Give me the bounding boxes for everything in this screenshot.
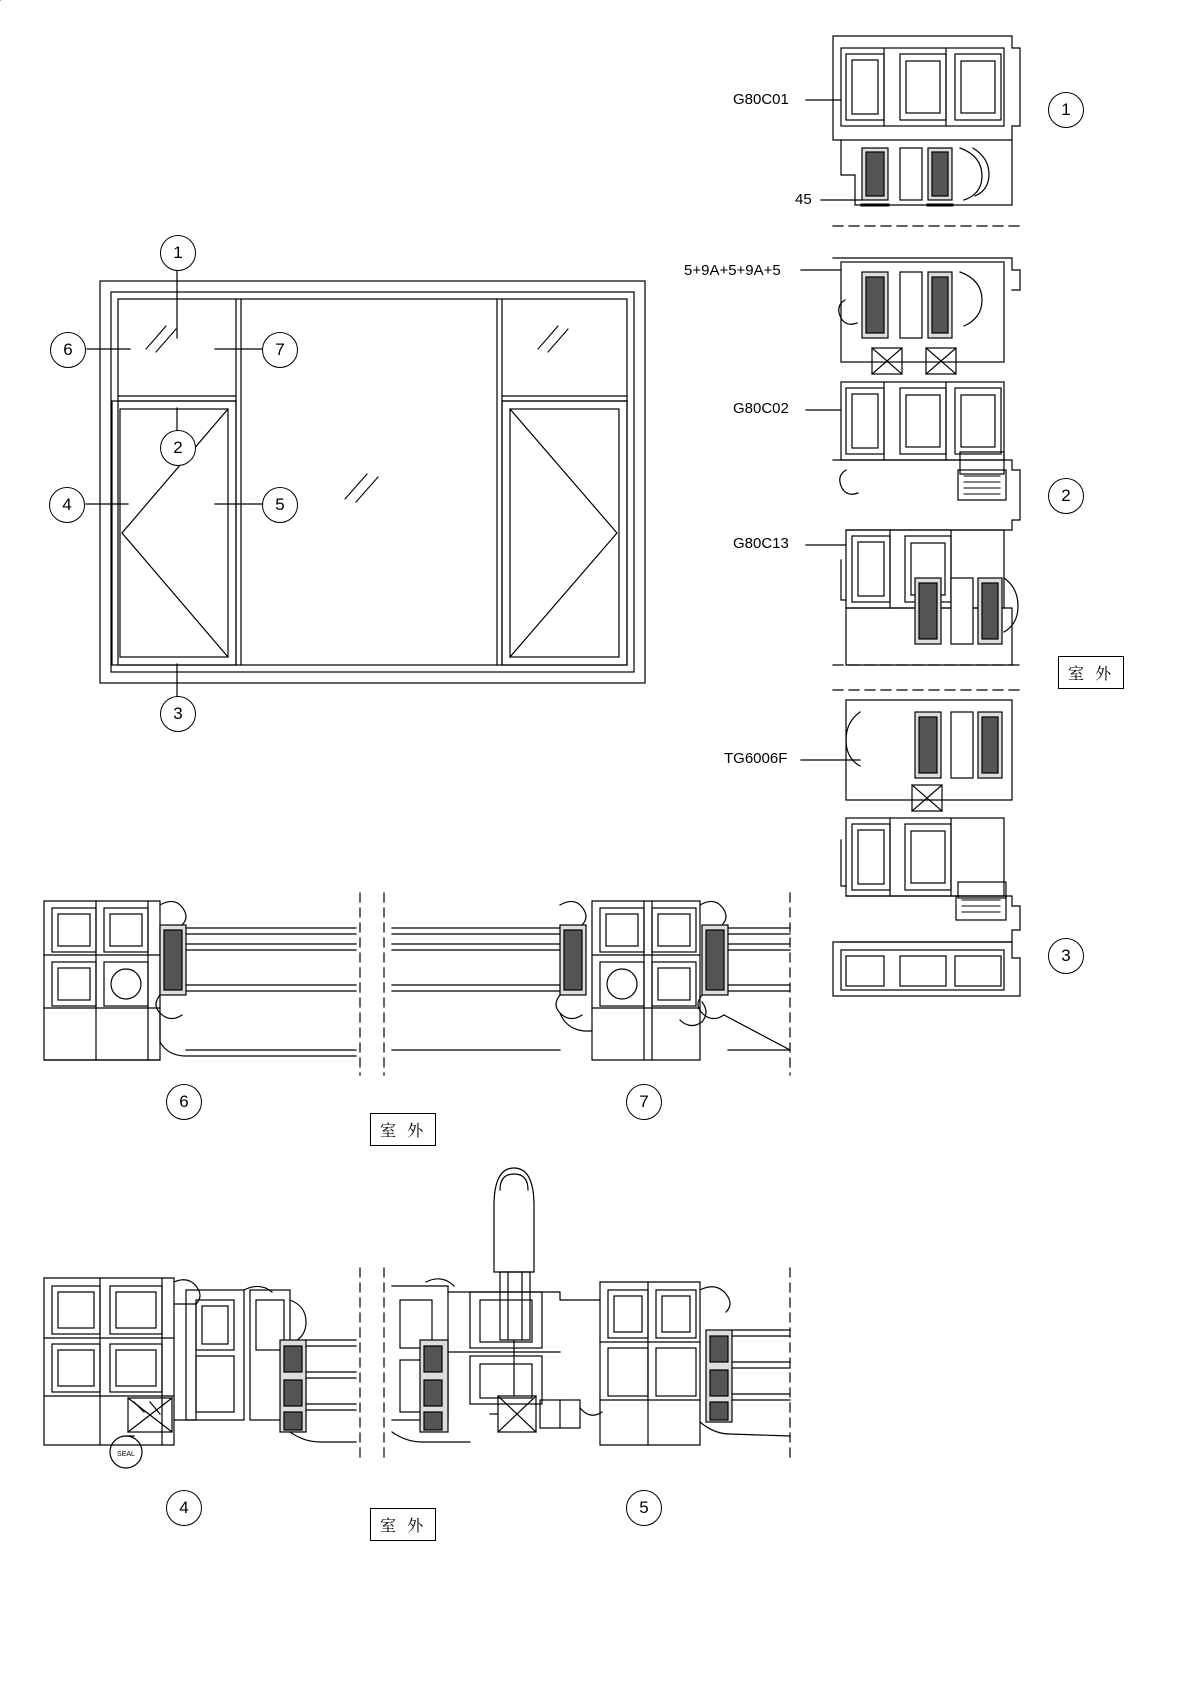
outdoor-tag-right: 室 外 [1058,656,1124,689]
section-detail-1 [0,0,1020,226]
label-glazing-makeup: 5+9A+5+9A+5 [684,262,781,279]
callout-3-section-label: 3 [1061,946,1071,965]
section-detail-6 [44,893,360,1075]
callout-4-elevation-label: 4 [62,495,72,514]
callout-1-elevation-label: 1 [173,243,183,262]
hardware-detail-4 [110,1398,172,1468]
label-g80c01: G80C01 [733,91,789,108]
svg-text:SEAL: SEAL [117,1451,135,1458]
middle-sections [44,893,790,1075]
section-detail-3 [801,690,1020,996]
callout-6-section-label: 6 [179,1092,189,1111]
label-tg6006f: TG6006F [724,750,788,767]
callout-6-elevation-label: 6 [63,340,73,359]
callout-2-elevation-label: 2 [173,438,183,457]
callout-4-section-label: 4 [179,1498,189,1517]
lock-mechanism-5 [490,1340,580,1432]
callout-4-section [166,1490,202,1526]
callout-3-elevation [160,696,196,732]
label-g80c02: G80C02 [733,400,789,417]
section-detail-2 [801,258,1020,665]
callout-5-section-label: 5 [639,1498,649,1517]
section-detail-7 [384,893,790,1075]
bottom-sections [44,1168,790,1468]
elevation-drawing [86,271,645,698]
label-g80c13: G80C13 [733,535,789,552]
callout-6-section [166,1084,202,1120]
outdoor-tag-bottom: 室 外 [370,1508,436,1541]
callout-2-section [1048,478,1084,514]
callout-3-elevation-label: 3 [173,704,183,723]
label-dim-45: 45 [795,191,812,208]
callout-2-elevation [160,430,196,466]
section-detail-4 [44,1268,360,1468]
callout-1-elevation [160,235,196,271]
callout-6-elevation [50,332,86,368]
callout-4-elevation [49,487,85,523]
callout-2-section-label: 2 [1061,486,1071,505]
callout-1-section-label: 1 [1061,100,1071,119]
callout-3-section [1048,938,1084,974]
section-detail-5 [384,1168,790,1462]
callout-5-section [626,1490,662,1526]
callout-7-section-label: 7 [639,1092,649,1111]
callout-5-elevation [262,487,298,523]
callout-7-section [626,1084,662,1120]
callout-5-elevation-label: 5 [275,495,285,514]
callout-7-elevation [262,332,298,368]
callout-7-elevation-label: 7 [275,340,285,359]
callout-1-section [1048,92,1084,128]
outdoor-tag-middle: 室 外 [370,1113,436,1146]
